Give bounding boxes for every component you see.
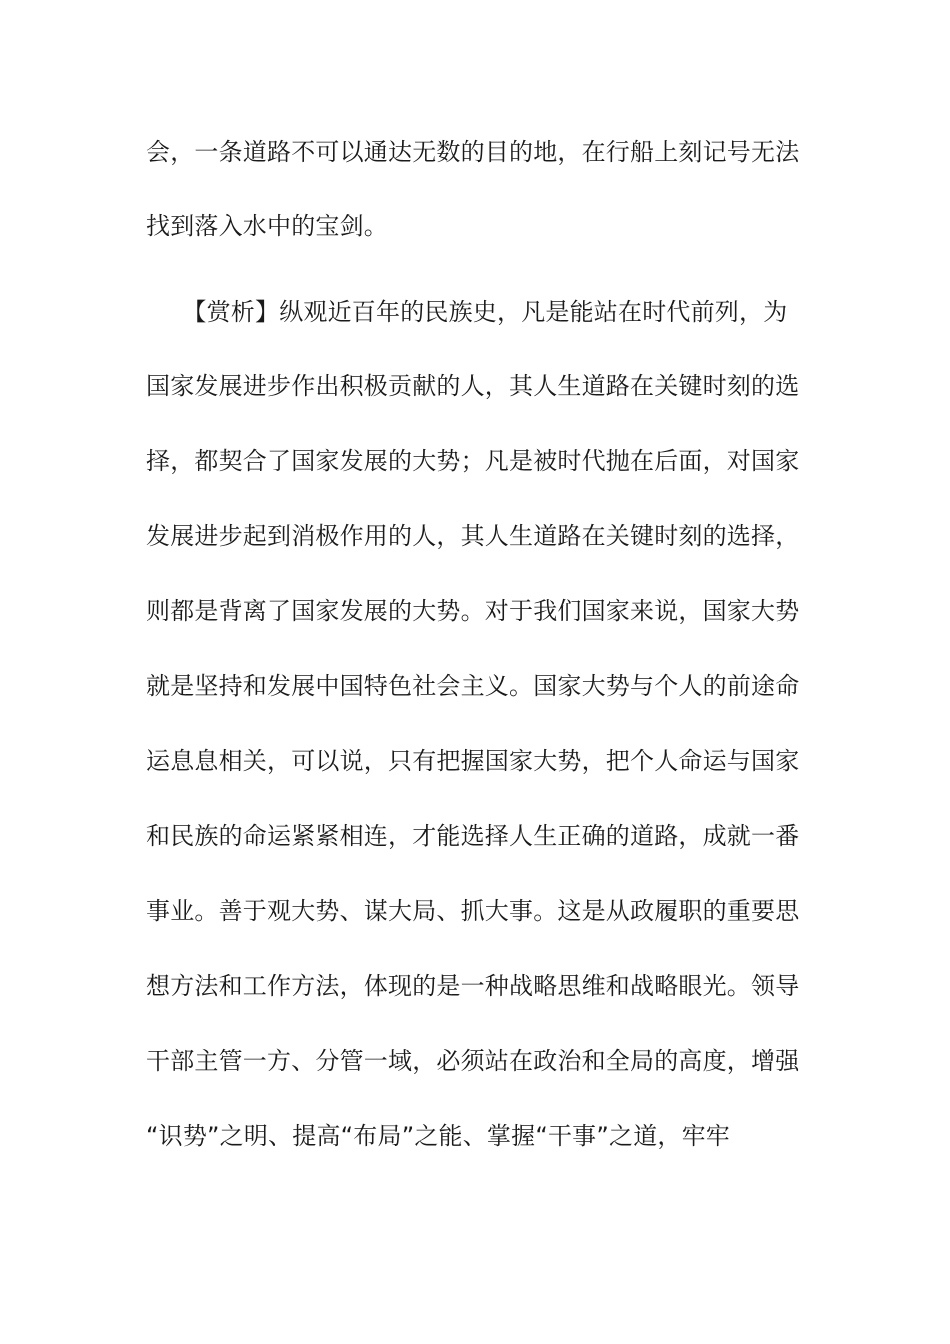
- text-line: “识势”之明、提高“布局”之能、掌握“干事”之道，牢牢: [146, 1122, 730, 1150]
- text-line: 干部主管一方、分管一域，必须站在政治和全局的高度，增强: [146, 1047, 800, 1075]
- text-line: 【赏析】纵观近百年的民族史，凡是能站在时代前列，为: [146, 298, 788, 326]
- text-line: 则都是背离了国家发展的大势。对于我们国家来说，国家大势: [146, 597, 800, 625]
- text-line: 想方法和工作方法，体现的是一种战略思维和战略眼光。领导: [146, 972, 800, 1000]
- text-line: 事业。善于观大势、谋大局、抓大事。这是从政履职的重要思: [146, 897, 800, 925]
- text-line: 就是坚持和发展中国特色社会主义。国家大势与个人的前途命: [146, 672, 800, 700]
- text-line: 国家发展进步作出积极贡献的人，其人生道路在关键时刻的选: [146, 372, 800, 400]
- text-line: 发展进步起到消极作用的人，其人生道路在关键时刻的选择，: [146, 522, 800, 550]
- text-line: 会，一条道路不可以通达无数的目的地，在行船上刻记号无法: [146, 138, 800, 166]
- text-line: 择，都契合了国家发展的大势；凡是被时代抛在后面，对国家: [146, 447, 800, 475]
- text-line: 找到落入水中的宝剑。: [146, 212, 388, 240]
- text-line: 和民族的命运紧紧相连，才能选择人生正确的道路，成就一番: [146, 822, 800, 850]
- text-line: 运息息相关，可以说，只有把握国家大势，把个人命运与国家: [146, 747, 800, 775]
